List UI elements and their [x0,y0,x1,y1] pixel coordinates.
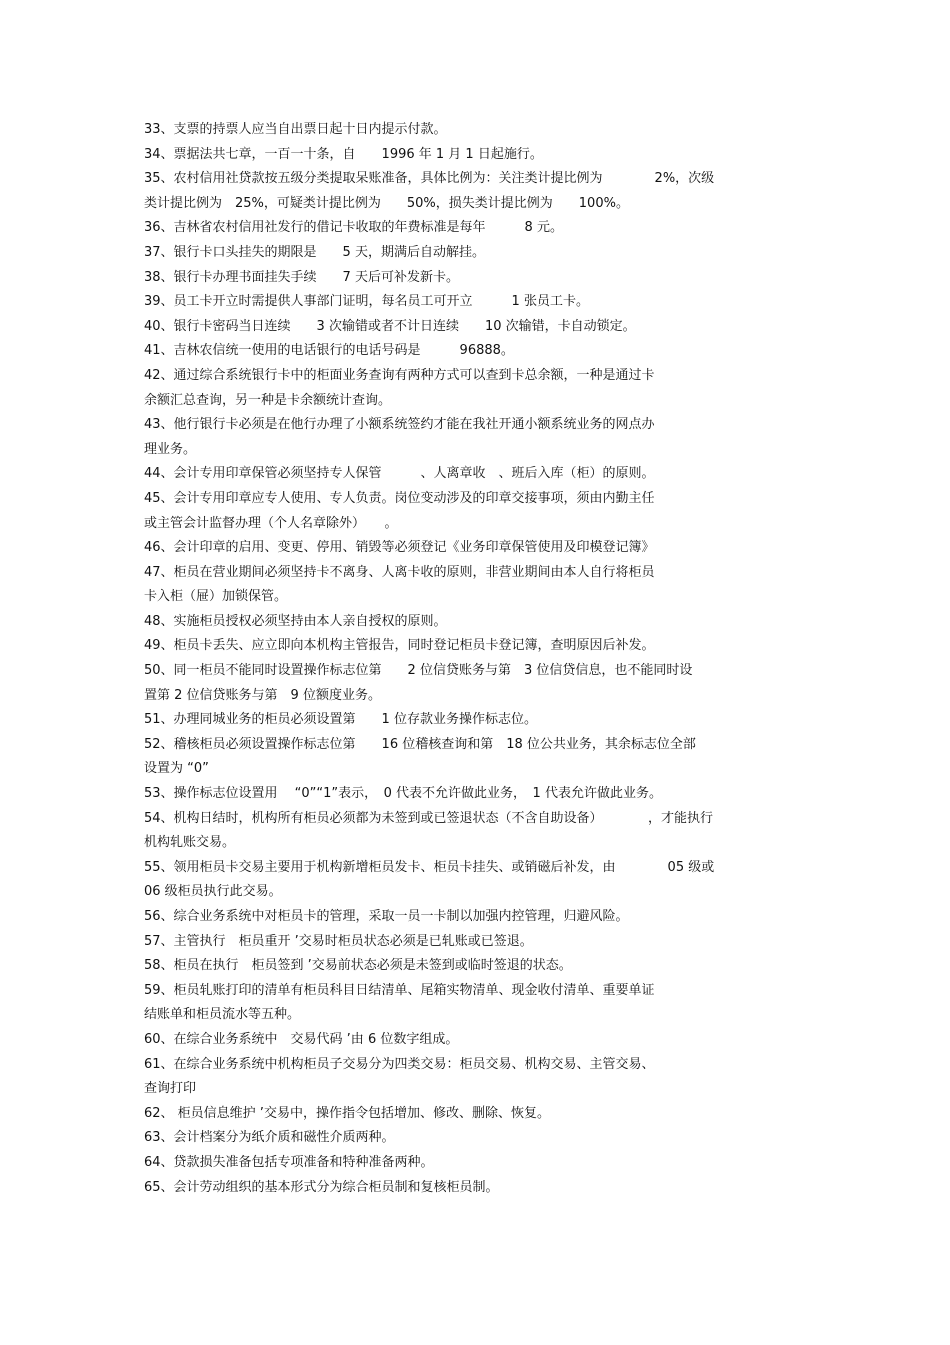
list-item [144,339,814,364]
item-text-line: 51、办理同城业务的柜员必须设置第 1 位存款业务操作标志位。 [144,712,537,728]
item-text-line: 35、农村信用社贷款按五级分类提取呆账准备，具体比例为：关注类计提比例为 2%，次级 [144,171,715,187]
item-text-line: 卡入柜（屉）加锁保管。 [144,589,288,605]
item-text-line: 65、会计劳动组织的基本形式分为综合柜员制和复核柜员制。 [144,1179,499,1195]
list-item [144,118,814,143]
item-text-line: 54、机构日结时，机构所有柜员必须都为未签到或已签退状态（不含自助设备） ，才能执行 [144,810,714,826]
item-text-line: 余额汇总查询，另一种是卡余额统计查询。 [144,392,392,408]
item-text-line: 44、会计专用印章保管必须坚持专人保管 、人离章收 、班后入库（柜）的原则。 [144,466,655,482]
item-text-line: 34、票据法共七章，一百一十条，自 1996 年 1 月 1 日起施行。 [144,146,543,162]
list-item [144,708,814,733]
list-item [144,782,814,807]
item-text-line: 60、在综合业务系统中 交易代码 ’由 6 位数字组成。 [144,1031,459,1047]
list-item [144,266,814,291]
item-text-line: 39、员工卡开立时需提供人事部门证明，每名员工可开立 1 张员工卡。 [144,294,589,310]
item-text-line: 53、操作标志位设置用 “0”“1”表示， 0 代表不允许做此业务， 1 代表允许做此业务。 [144,786,662,802]
item-text-line: 40、银行卡密码当日连续 3 次输错或者不计日连续 10 次输错，卡自动锁定。 [144,318,636,334]
list-item [144,364,814,413]
list-item [144,290,814,315]
item-text-line: 查询打印 [144,1081,197,1097]
list-item [144,1028,814,1053]
item-text-line: 55、领用柜员卡交易主要用于机构新增柜员发卡、柜员卡挂失、或销磁后补发，由 05 级或 [144,859,715,875]
list-item [144,856,814,905]
item-text-line: 61、在综合业务系统中机构柜员子交易分为四类交易：柜员交易、机构交易、主管交易、 [144,1056,655,1072]
list-item [144,659,814,708]
item-text-line: 56、综合业务系统中对柜员卡的管理，采取一员一卡制以加强内控管理，归避风险。 [144,909,629,924]
list-item [144,315,814,340]
item-text-line: 43、他行银行卡必须是在他行办理了小额系统签约才能在我社开通小额系统业务的网点办 [144,417,655,433]
item-text-line: 设置为 “0” [144,761,209,777]
item-text-line: 36、吉林省农村信用社发行的借记卡收取的年费标准是每年 8 元。 [144,220,563,236]
item-text-line: 结账单和柜员流水等五种。 [144,1007,301,1023]
list-item [144,1176,814,1201]
question-list [144,118,814,1200]
item-text-line: 33、支票的持票人应当自出票日起十日内提示付款。 [144,122,447,137]
list-item [144,1126,814,1151]
item-text-line: 49、柜员卡丢失、应立即向本机构主管报告，同时登记柜员卡登记簿，查明原因后补发。 [144,638,655,654]
item-text-line: 42、通过综合系统银行卡中的柜面业务查询有两种方式可以查到卡总余额，一种是通过卡 [144,367,655,383]
list-item [144,733,814,782]
list-item [144,1102,814,1127]
list-item [144,1151,814,1176]
list-item [144,462,814,487]
list-item [144,241,814,266]
item-text-line: 48、实施柜员授权必须坚持由本人亲自授权的原则。 [144,613,447,629]
item-text-line: 理业务。 [144,441,197,457]
item-text-line: 45、会计专用印章应专人使用、专人负责。岗位变动涉及的印章交接事项，须由内勤主任 [144,490,655,506]
item-text-line: 46、会计印章的启用、变更、停用、销毁等必须登记《业务印章保管使用及印模登记簿》 [144,540,655,556]
list-item [144,143,814,168]
list-item [144,905,814,930]
item-text-line: 63、会计档案分为纸介质和磁性介质两种。 [144,1130,395,1146]
item-text-line: 41、吉林农信统一使用的电话银行的电话号码是 96888。 [144,343,514,359]
item-text-line: 置第 2 位信贷账务与第 9 位额度业务。 [144,687,381,703]
list-item [144,413,814,462]
list-item [144,1053,814,1102]
list-item [144,930,814,955]
item-text-line: 类计提比例为 25%，可疑类计提比例为 50%，损失类计提比例为 100%。 [144,195,629,211]
item-text-line: 机构轧账交易。 [144,835,236,851]
list-item [144,216,814,241]
item-text-line: 38、银行卡办理书面挂失手续 7 天后可补发新卡。 [144,269,459,285]
list-item [144,807,814,856]
list-item [144,979,814,1028]
list-item [144,610,814,635]
item-text-line: 06 级柜员执行此交易。 [144,884,282,900]
list-item [144,167,814,216]
item-text-line: 47、柜员在营业期间必须坚持卡不离身、人离卡收的原则，非营业期间由本人自行将柜员 [144,564,655,580]
list-item [144,487,814,536]
list-item [144,954,814,979]
item-text-line: 58、柜员在执行 柜员签到 ’交易前状态必须是未签到或临时签退的状态。 [144,958,572,974]
item-text-line: 57、主管执行 柜员重开 ’交易时柜员状态必须是已轧账或已签退。 [144,933,533,949]
item-text-line: 或主管会计监督办理（个人名章除外） 。 [144,515,398,531]
list-item [144,536,814,561]
item-text-line: 52、稽核柜员必须设置操作标志位第 16 位稽核查询和第 18 位公共业务，其余标志位全部 [144,736,696,752]
item-text-line: 37、银行卡口头挂失的期限是 5 天，期满后自动解挂。 [144,244,485,260]
list-item [144,561,814,610]
item-text-line: 64、贷款损失准备包括专项准备和特种准备两种。 [144,1154,434,1170]
list-item [144,634,814,659]
item-text-line: 62、 柜员信息维护 ’交易中，操作指令包括增加、修改、删除、恢复。 [144,1105,550,1121]
item-text-line: 59、柜员轧账打印的清单有柜员科目日结清单、尾箱实物清单、现金收付清单、重要单证 [144,982,655,998]
item-text-line: 50、同一柜员不能同时设置操作标志位第 2 位信贷账务与第 3 位信贷信息，也不能同时设 [144,663,693,679]
